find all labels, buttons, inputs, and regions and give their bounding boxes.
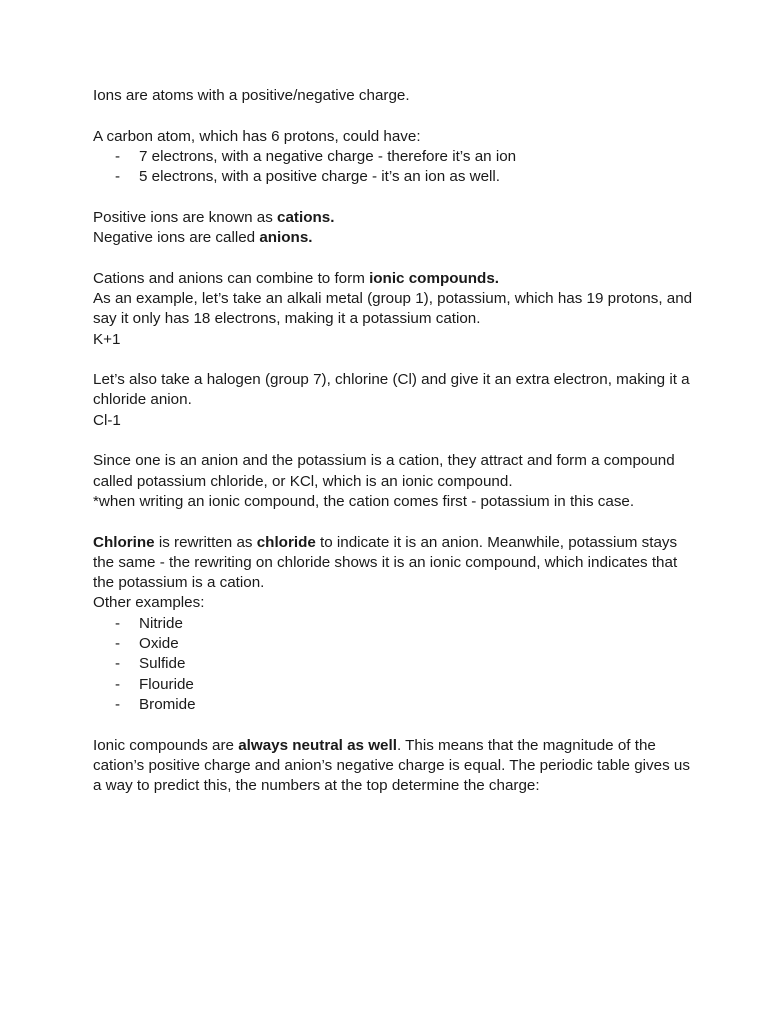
list-item bbox=[93, 167, 693, 187]
spacer bbox=[93, 106, 693, 126]
list-item bbox=[93, 634, 693, 654]
paragraph-ionic-compounds bbox=[93, 269, 693, 289]
list-item bbox=[93, 147, 693, 167]
list-item-text: Nitride bbox=[139, 614, 183, 632]
paragraph-anions bbox=[93, 228, 693, 248]
paragraph-potassium-chloride: Since one is an anion and the potassium is a cation, they attract and form a compound called potassium chloride, or KCl, which is an ionic compound. bbox=[93, 452, 675, 490]
text: is rewritten as bbox=[154, 533, 257, 551]
spacer bbox=[93, 715, 693, 735]
dash-marker: - bbox=[115, 695, 121, 713]
bold-term-ionic-compounds: ionic compounds. bbox=[369, 269, 500, 287]
list-item-text: Bromide bbox=[139, 695, 196, 713]
spacer bbox=[93, 431, 693, 451]
dash-marker: - bbox=[115, 147, 121, 165]
bold-term-always-neutral: always neutral as well bbox=[238, 736, 397, 754]
paragraph-writing-note: *when writing an ionic compound, the cation comes first - potassium in this case. bbox=[93, 492, 635, 510]
list-item bbox=[93, 614, 693, 634]
dash-marker: - bbox=[115, 675, 121, 693]
list-item-text: 5 electrons, with a positive charge - it’s an ion as well. bbox=[139, 168, 501, 186]
list-item bbox=[93, 695, 693, 715]
paragraph-ions-definition: Ions are atoms with a positive/negative charge. bbox=[93, 87, 410, 104]
formula-potassium: K+1 bbox=[93, 330, 121, 348]
text: Negative ions are called bbox=[93, 229, 260, 247]
list-item-text: Sulfide bbox=[139, 655, 186, 673]
list-item-text: Oxide bbox=[139, 635, 179, 653]
list-item-text: Flouride bbox=[139, 675, 194, 693]
paragraph-chlorine-example: Let’s also take a halogen (group 7), chlorine (Cl) and give it an extra electron, making it a chloride anion. bbox=[93, 371, 690, 409]
examples-list bbox=[93, 614, 693, 715]
text: Cations and anions can combine to form bbox=[93, 269, 370, 287]
dash-marker: - bbox=[115, 614, 121, 632]
text: Ionic compounds are bbox=[93, 736, 239, 754]
bold-term-anions: anions. bbox=[259, 229, 313, 247]
dash-marker: - bbox=[115, 635, 121, 653]
paragraph-potassium-example: As an example, let’s take an alkali metal (group 1), potassium, which has 19 protons, and say it only has 18 electrons, making it a potassium cation. bbox=[93, 289, 693, 328]
bold-term-chlorine: Chlorine bbox=[93, 533, 155, 551]
formula-chloride: Cl-1 bbox=[93, 411, 121, 429]
dash-marker: - bbox=[115, 655, 121, 673]
paragraph-cations bbox=[93, 208, 693, 228]
dash-marker: - bbox=[115, 168, 121, 186]
text: to indicate it is an anion. Meanwhile, potassium stays the same - the rewriting on chloride shows it is an ionic compound, which indicates that the potassium is a cation. bbox=[93, 533, 678, 592]
spacer bbox=[93, 187, 693, 207]
spacer bbox=[93, 350, 693, 370]
document-body bbox=[93, 86, 693, 796]
bold-term-chloride: chloride bbox=[256, 533, 316, 551]
paragraph-carbon-intro: A carbon atom, which has 6 protons, could have: bbox=[93, 127, 421, 145]
paragraph-neutral bbox=[93, 736, 693, 797]
bold-term-cations: cations. bbox=[277, 208, 335, 226]
spacer bbox=[93, 248, 693, 268]
paragraph-other-examples: Other examples: bbox=[93, 594, 205, 612]
list-item bbox=[93, 675, 693, 695]
text: Positive ions are known as bbox=[93, 208, 278, 226]
paragraph-chloride-rewrite bbox=[93, 533, 693, 594]
list-item-text: 7 electrons, with a negative charge - therefore it’s an ion bbox=[139, 147, 517, 165]
list-item bbox=[93, 654, 693, 674]
text: . This means that the magnitude of the cation’s positive charge and anion’s negative charge is equal. The periodic table gives us a way to predict this, the numbers at the top determine the charge: bbox=[93, 736, 690, 795]
carbon-list bbox=[93, 147, 693, 188]
spacer bbox=[93, 512, 693, 532]
